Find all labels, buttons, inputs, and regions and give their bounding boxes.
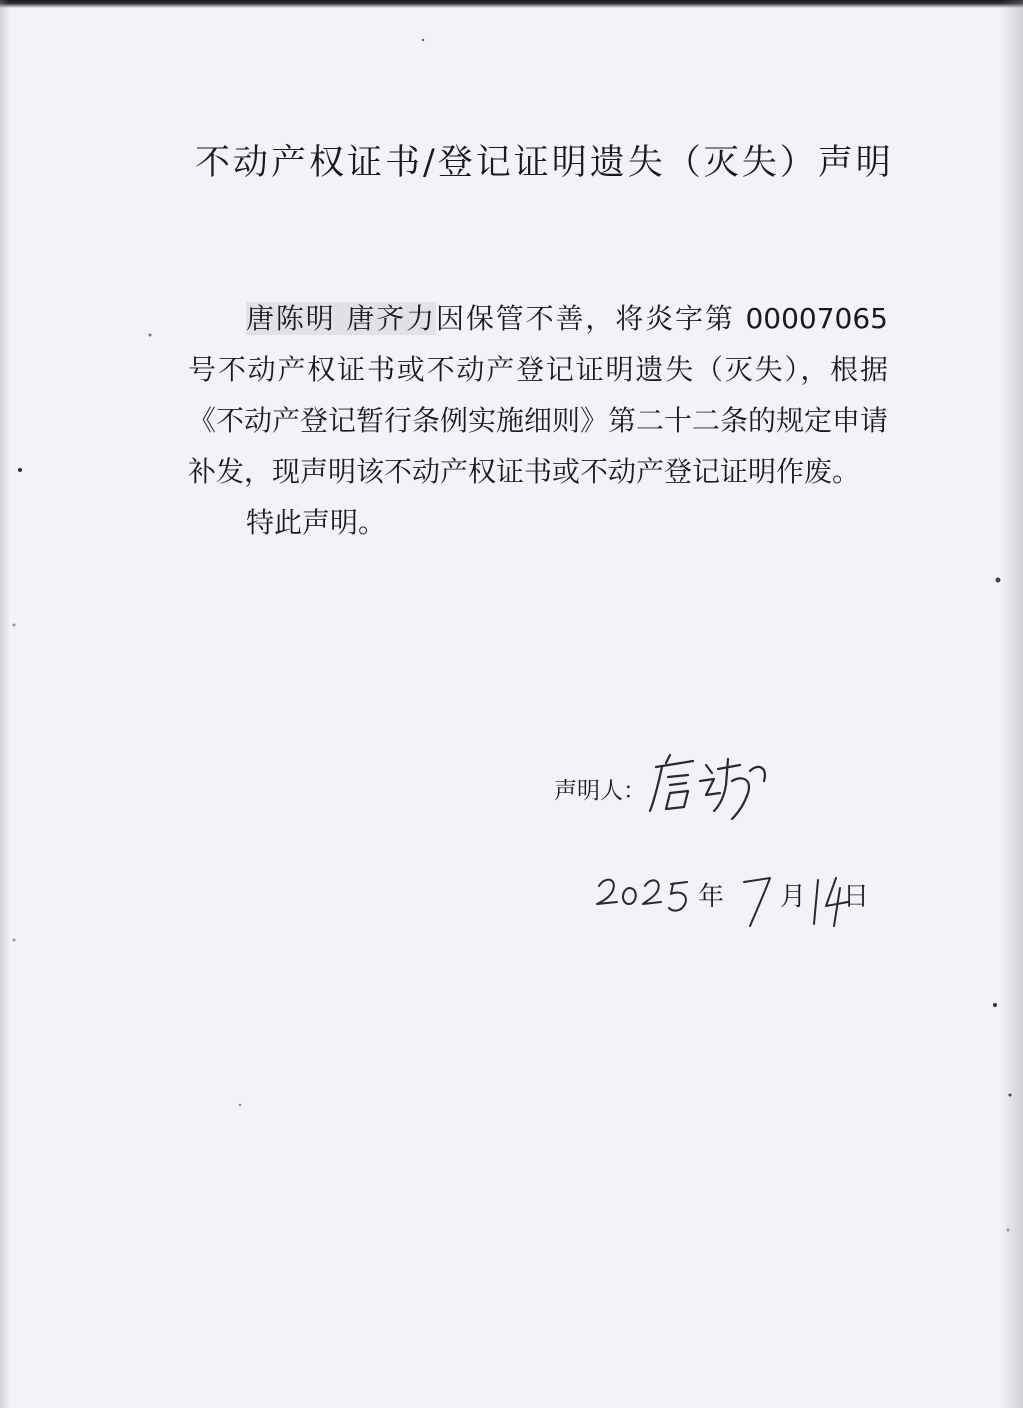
handwritten-year: [595, 868, 695, 928]
month-character: 月: [780, 882, 807, 912]
declaration-text: 因保管不善，将炎字第 00007065 号不动产权证书或不动产登记证明遗失（灭失），根据《不动产登记暂行条例实施细则》第二十二条的规定申请补发，现声明该不动产权证书或不动产登记证明作废。: [188, 302, 889, 488]
year-character: 年: [698, 882, 725, 912]
declaration-body: [188, 293, 888, 548]
day-character: 日: [843, 882, 870, 912]
closing-statement: 特此声明。: [246, 506, 387, 539]
declarant-label: 声明人：: [554, 778, 646, 804]
declaration-paragraph: [188, 293, 888, 497]
document-title: 不动产权证书/登记证明遗失（灭失）声明: [195, 143, 894, 183]
handwritten-month: [738, 868, 778, 933]
declaration-date: [595, 868, 895, 938]
declarant-names: 唐陈明 唐齐力: [246, 302, 436, 335]
handwritten-signature: [648, 745, 778, 830]
